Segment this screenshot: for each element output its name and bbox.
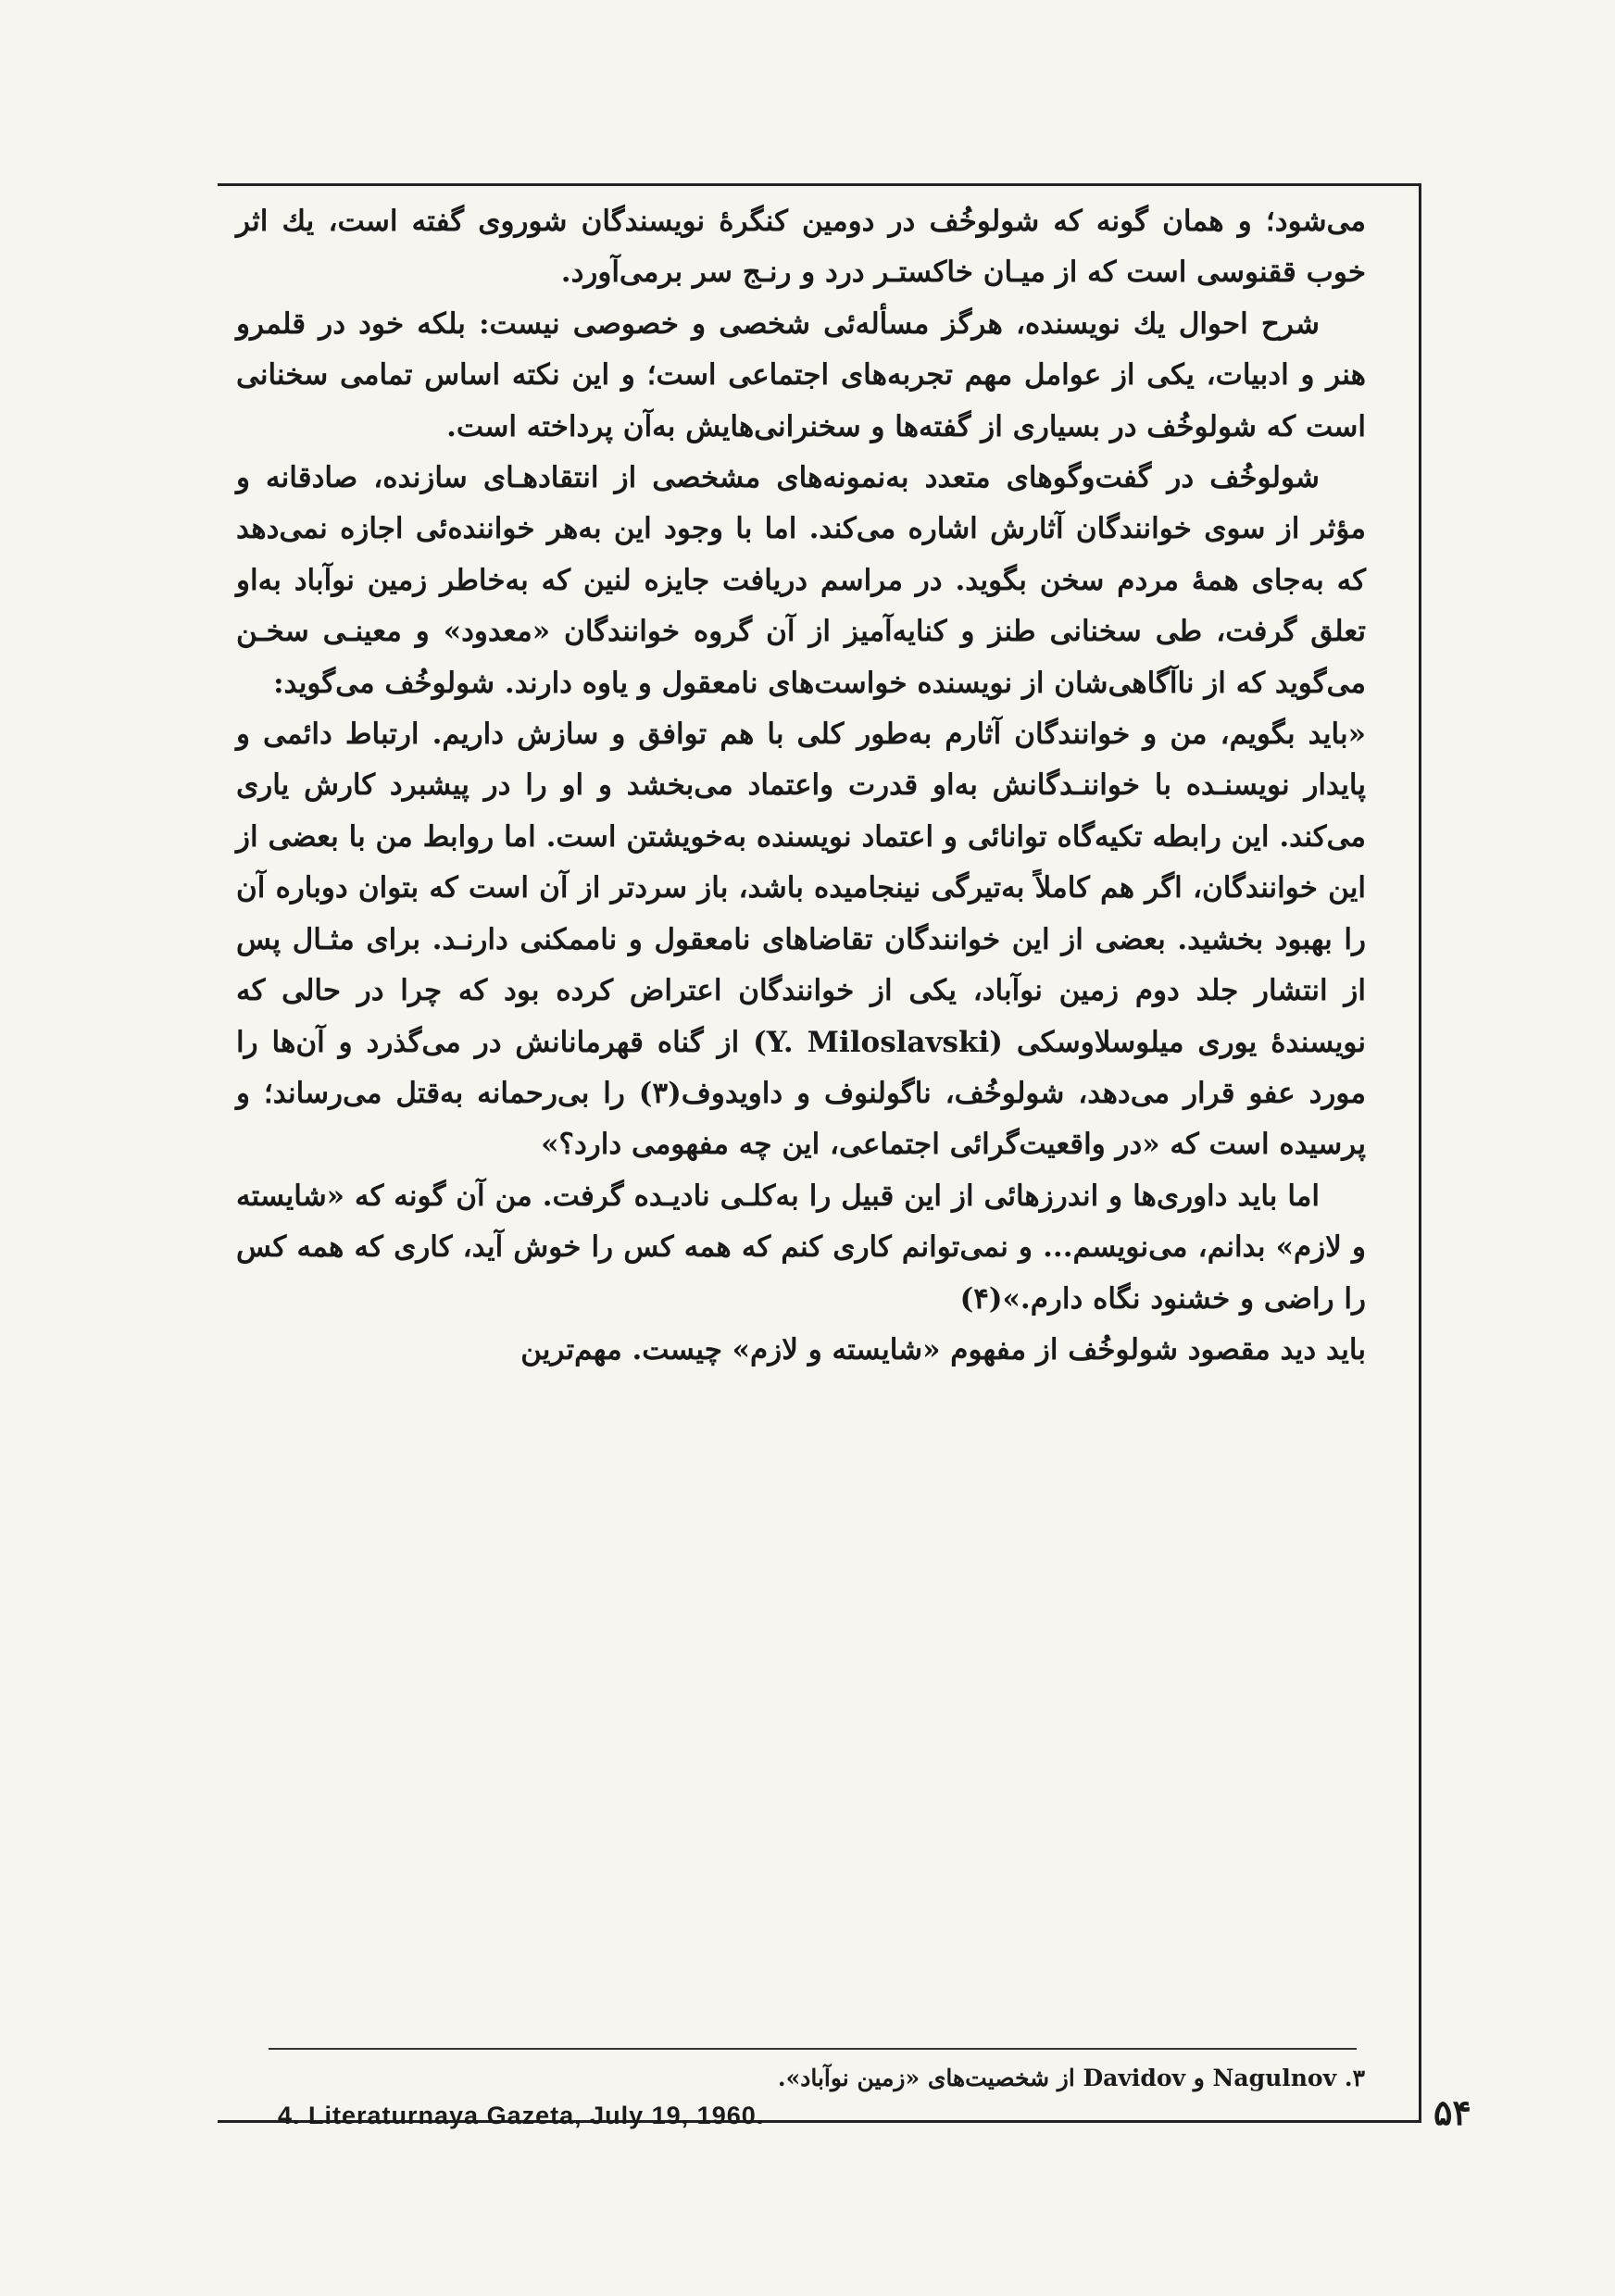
paragraph-5-quote: اما باید داوری‌ها و اندرزهائی از این قبیل را به‌کلـی نادیـده گرفت. من آن گونه که «شایسته و لازم» بدانم، می‌نویسم... و نمی‌توانم کاری کنم که همه کس را خوش آید، کاری که همه کس را راضی و خشنود نگاه دارم.»(۴) (236, 1179, 1366, 1316)
paragraph-4-quote: «باید بگویم، من و خوانندگان آثارم به‌طور کلی با هم توافق و سازش داریم. ارتباط دائمی و پایدار نویسنـده با خواننـدگانش به‌او قدرت واعتماد می‌بخشد و او را در پیشبرد کارش یاری می‌کند. این رابطه تکیه‌گاه توانائی و اعتماد نویسنده به‌خویشتن است. اما روابط من با بعضی از این خوانندگان، اگر هم کاملاً به‌تیرگی نینجامیده باشد، باز سردتر از آن است که بتوان دوباره آن را بهبود بخشید. بعضی از این خوانندگان تقاضاهای نامعقول و ناممکنی دارنـد. برای مثـال پس از انتشار جلد دوم زمین نوآباد، یکی از خوانندگان اعتراض کرده بود که چرا در حالی که نویسندهٔ یوری میلوسلاوسکی (Y. Miloslavski) از گناه قهرمانانش در می‌گذرد و آن‌ها را مورد عفو قرار می‌دهد، شولوخُف، ناگولنوف و داویدوف(۳) را بی‌رحمانه به‌قتل می‌رساند؛ و پرسیده است که «در واقعیت‌گرائی اجتماعی، این چه مفهومی دارد؟» (236, 718, 1367, 1162)
footnote-divider (269, 2048, 1357, 2050)
page-number: ۵۴ (1433, 2091, 1471, 2133)
footnote-4: 4. Literaturnaya Gazeta, July 19, 1960. (278, 2102, 765, 2129)
body-text (236, 196, 1366, 1376)
paragraph-1: می‌شود؛ و همان گونه که شولوخُف در دومین کنگرهٔ نویسندگان شوروی گفته است، یك اثر خوب ققنوسی است که از میـان خاکستـر درد و رنـج سر برمی‌آورد. (236, 205, 1366, 290)
paragraph-3: شولوخُف در گفت‌وگوهای متعدد به‌نمونه‌های مشخصی از انتقادهـای سازنده، صادقانه و مؤثر از سوی خوانندگان آثارش اشاره می‌کند. اما با وجود این به‌هر خواننده‌ئی اجازه نمی‌دهد که به‌جای همهٔ مردم سخن بگوید. در مراسم دریافت جایزه لنین که به‌خاطر زمین نوآباد به‌او تعلق گرفت، طی سخنانی طنز و کنایه‌آمیز از آن گروه خوانندگان «معدود» و معینـی سخـن می‌گوید که از ناآگاهی‌شان از نویسنده خواست‌های نامعقول و یاوه دارند. شولوخُف می‌گوید: (236, 461, 1366, 700)
footnote-3: ۳. Nagulnov و Davidov از شخصیت‌های «زمین نوآباد». (777, 2065, 1365, 2091)
paragraph-2: شرح احوال یك نویسنده، هرگز مسأله‌ئی شخصی و خصوصی نیست: بلکه خود در قلمرو هنر و ادبیات، یکی از عوامل مهم تجربه‌های اجتماعی است؛ و این نکته اساس تمامی سخنانی است که شولوخُف در بسیاری از گفته‌ها و سخنرانی‌هایش به‌آن پرداخته است. (236, 306, 1366, 443)
paragraph-6: باید دید مقصود شولوخُف از مفهوم «شایسته و لازم» چیست. مهم‌ترین (520, 1332, 1366, 1366)
